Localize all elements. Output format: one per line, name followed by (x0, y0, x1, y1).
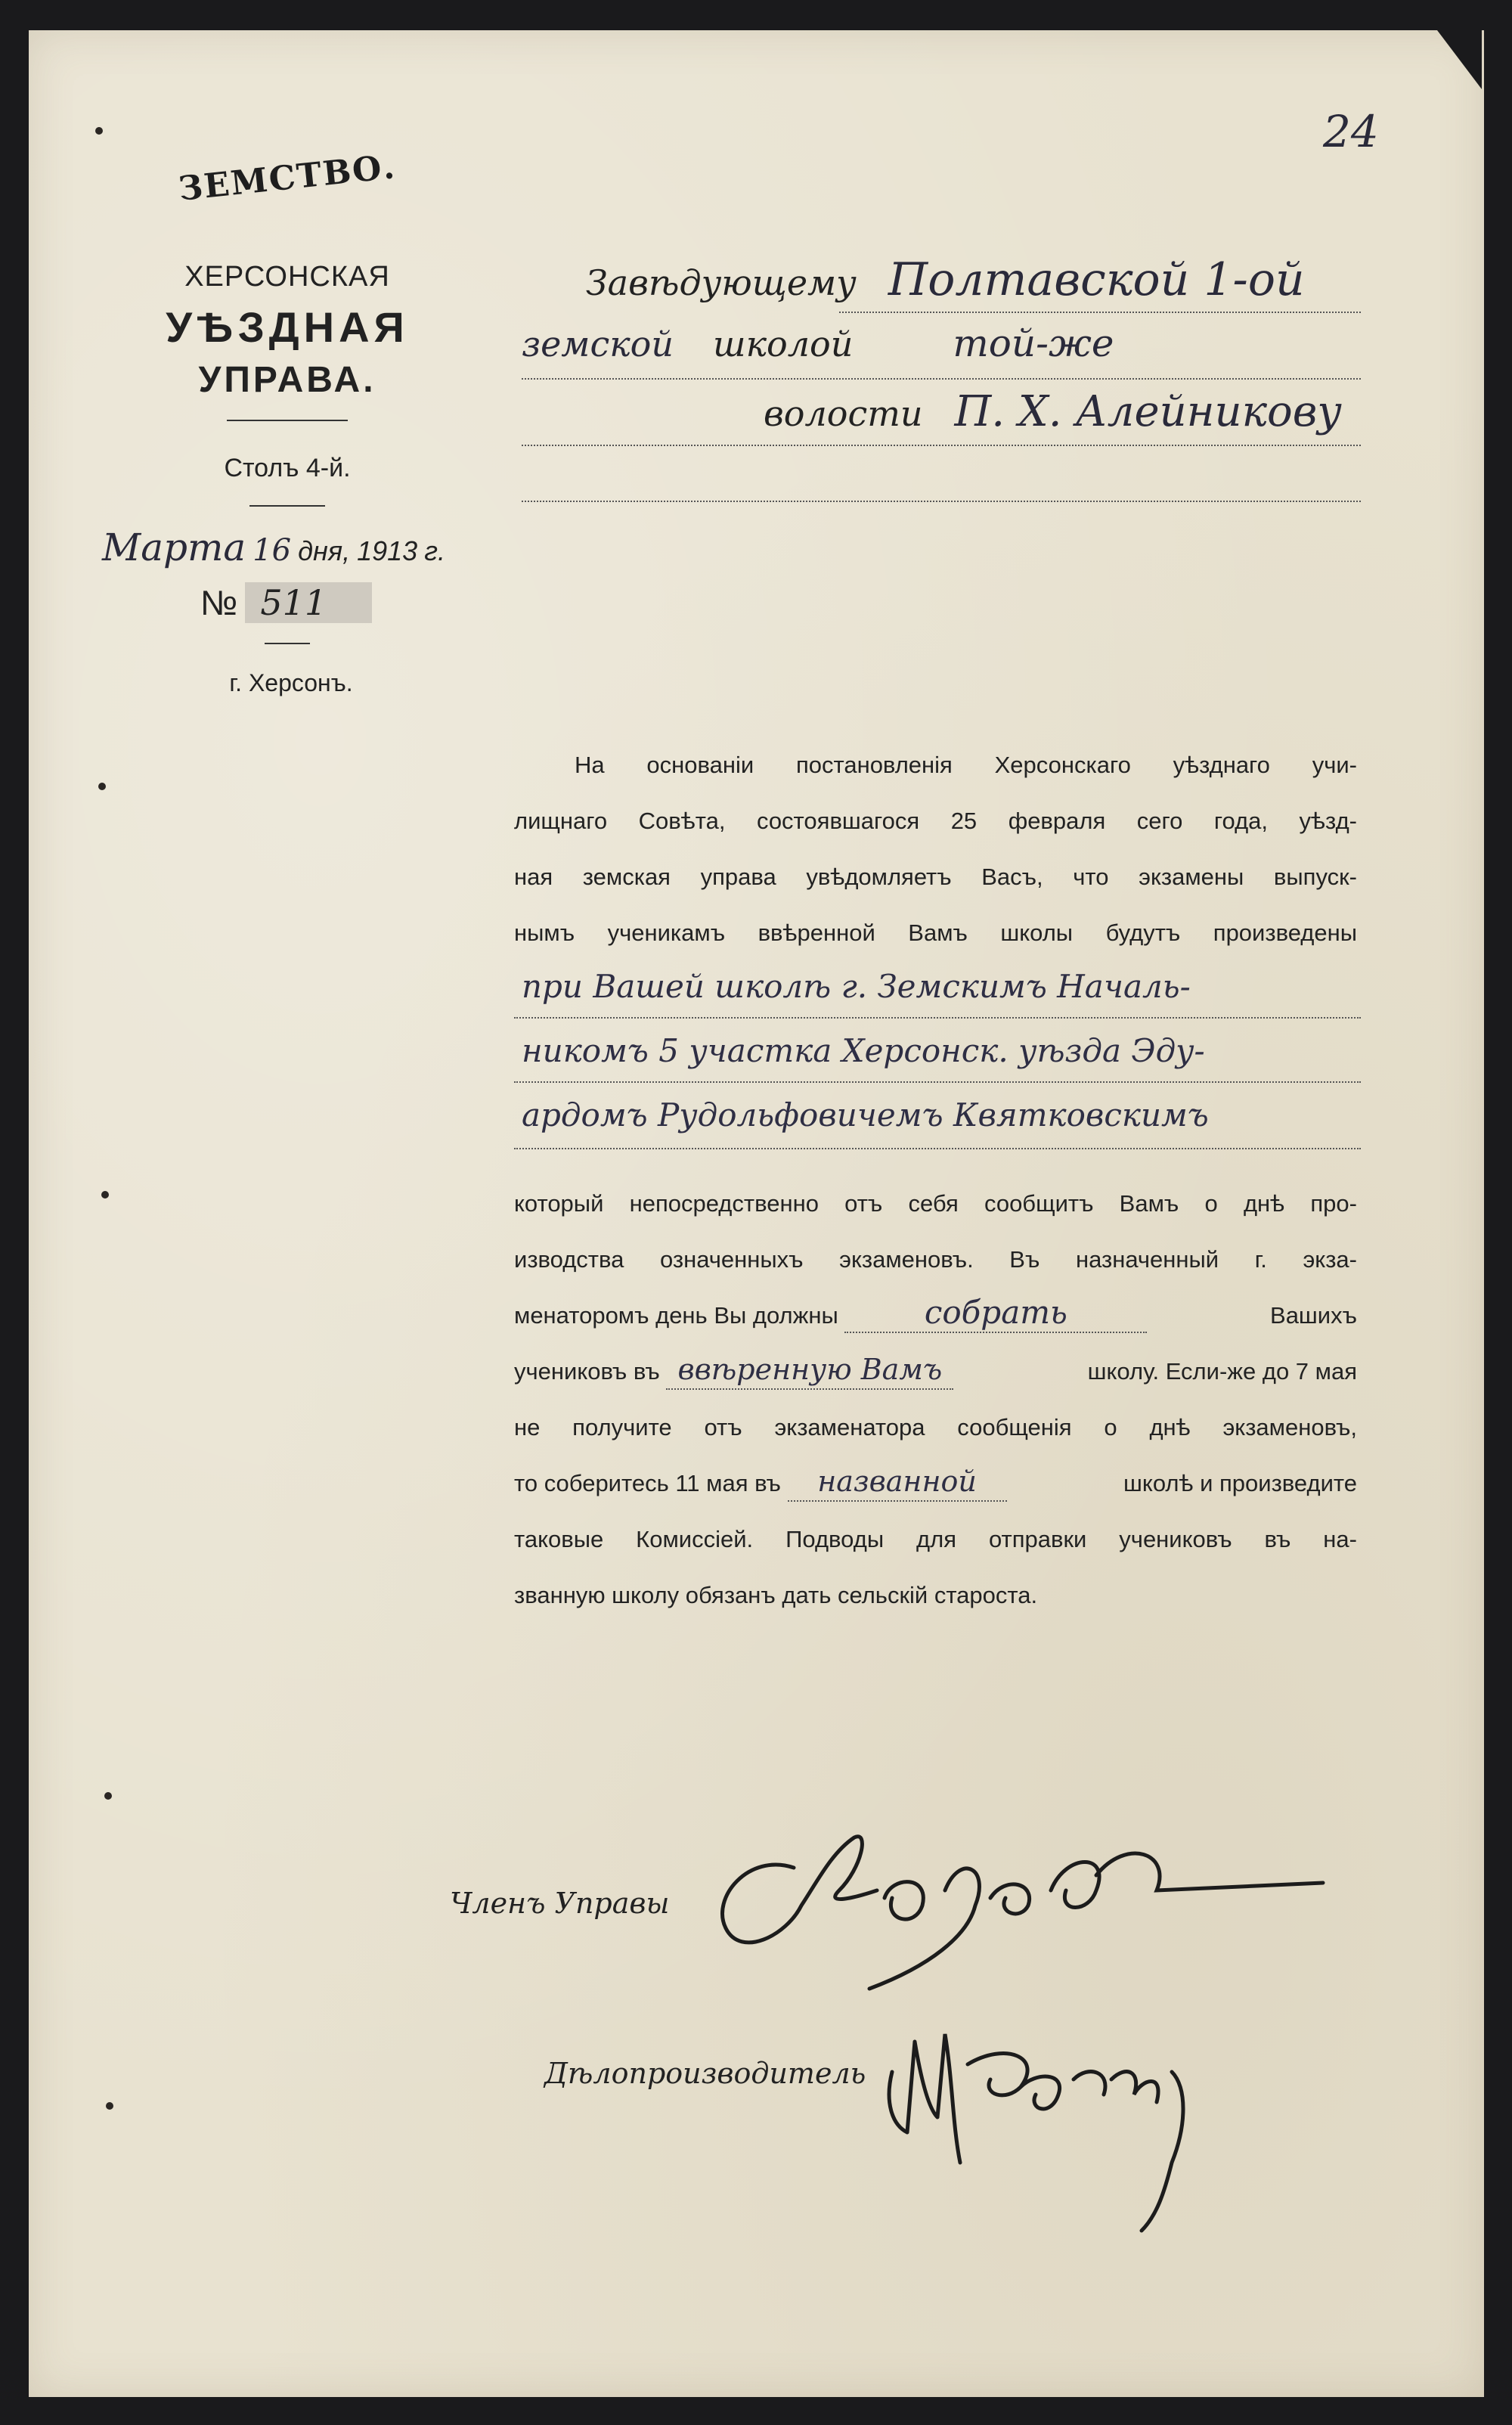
page-number: 24 (1323, 106, 1379, 157)
addressee-title: Завѣдующему (586, 262, 857, 303)
member-signature-label: Членъ Управы (450, 1887, 670, 1920)
addressee-line-3 (764, 387, 1342, 436)
addressee-name: П. Х. Алейникову (954, 387, 1342, 436)
handwritten-insert: собрать (844, 1294, 1147, 1333)
date-year: 1913 (357, 535, 418, 566)
punch-hole (104, 1792, 112, 1800)
punch-hole (101, 1191, 109, 1199)
punch-hole (98, 783, 106, 790)
body-line-2: лищнаго Совѣта, состоявшагося 25 февраля сего года, уѣзд- (514, 808, 1357, 834)
body-line-14: таковые Комиссіей. Подводы для отправки учениковъ въ на- (514, 1526, 1357, 1552)
fill-line (522, 501, 1361, 502)
number-sign: № (200, 583, 238, 622)
city-label: г. Херсонъ. (229, 669, 353, 696)
handwritten-insert: названной (788, 1462, 1007, 1502)
date-day: 16 (253, 533, 292, 568)
date-line (102, 526, 480, 569)
addressee-line-2 (522, 321, 1353, 365)
fill-line (514, 1017, 1361, 1019)
body-text: то соберитесь 11 мая въ (514, 1470, 781, 1496)
fill-line (514, 1081, 1361, 1083)
body-text: На основаніи постановленія Херсонскаго уѣзднаго учи- (575, 752, 1357, 778)
handwritten-line-5: при Вашей школѣ г. Земскимъ Началь- (522, 968, 1191, 1005)
fill-line (522, 445, 1361, 446)
body-text: Вашихъ (1270, 1302, 1357, 1329)
body-line-9: изводства означенныхъ экзаменовъ. Въ назначенный г. экза- (514, 1246, 1357, 1273)
date-month: Марта (102, 526, 246, 569)
body-line-1 (514, 737, 1357, 793)
handwritten-line-7: ардомъ Рудольфовичемъ Квятковскимъ (522, 1096, 1209, 1133)
punch-hole (106, 2102, 113, 2110)
letterhead-line-2: УѢЗДНАЯ (166, 303, 409, 351)
body-line-11 (514, 1344, 1357, 1400)
date-g: г. (424, 535, 445, 566)
body-line-15: званную школу обязанъ дать сельскій староста. (514, 1582, 1038, 1608)
addressee-word-2: школой (713, 324, 854, 364)
body-line-13 (514, 1456, 1357, 1512)
fill-line (522, 378, 1361, 380)
handwritten-insert: ввѣренную Вамъ (666, 1350, 953, 1390)
fill-line (839, 312, 1361, 313)
body-text: учениковъ въ (514, 1358, 660, 1385)
addressee-word-3: той-же (953, 321, 1114, 365)
outgoing-number (200, 582, 372, 623)
ornament-divider (249, 505, 325, 507)
body-line-12: не получите отъ экзаменатора сообщенія о днѣ экзаменовъ, (514, 1414, 1357, 1440)
punch-hole (95, 127, 103, 135)
zemstvo-heading: ЗЕМСТВО. (176, 147, 398, 209)
date-days-word: дня, (298, 535, 351, 566)
fill-line (514, 1148, 1361, 1149)
addressee-word-1: земской (522, 324, 674, 364)
member-signature (703, 1807, 1331, 2004)
body-text: менаторомъ день Вы должны (514, 1302, 838, 1329)
body-line-8: который непосредственно отъ себя сообщитъ Вамъ о днѣ про- (514, 1190, 1357, 1217)
clerk-signature-label: Дѣлопроизводитель (544, 2057, 866, 2090)
body-line-3: ная земская управа увѣдомляетъ Васъ, что экзамены выпуск- (514, 864, 1357, 890)
letterhead-line-3: УПРАВА. (198, 360, 376, 400)
number-value: 511 (245, 582, 372, 623)
addressee-school: Полтавской 1-ой (888, 253, 1305, 306)
ornament-divider (227, 420, 348, 421)
body-line-10 (514, 1288, 1357, 1344)
body-text: школу. Если-же до 7 мая (1087, 1358, 1357, 1385)
handwritten-line-6: никомъ 5 участка Херсонск. уѣзда Эду- (522, 1032, 1205, 1069)
desk-label: Столъ 4-й. (224, 454, 351, 482)
addressee-volost-label: волости (764, 393, 923, 434)
body-line-4: нымъ ученикамъ ввѣренной Вамъ школы будутъ произведены (514, 919, 1357, 946)
addressee-line-1 (586, 253, 1305, 306)
body-text: школѣ и произведите (1123, 1470, 1357, 1496)
clerk-signature (869, 2011, 1232, 2238)
letterhead-line-1: ХЕРСОНСКАЯ (184, 261, 390, 293)
ornament-divider (265, 643, 310, 644)
